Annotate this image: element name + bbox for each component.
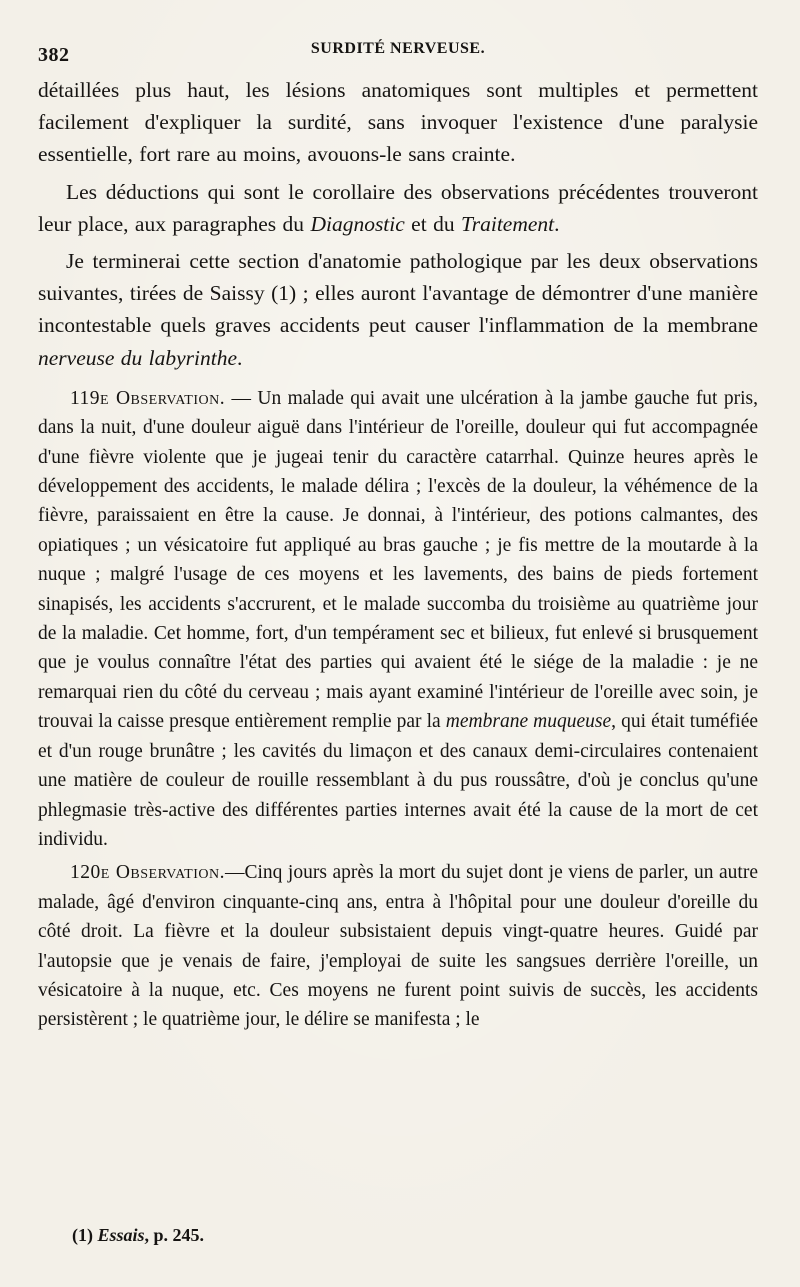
observation-119-label: 119e Observation. <box>70 387 226 409</box>
paragraph-2-italic-traitement: Traitement <box>460 211 555 236</box>
observations <box>38 384 758 1035</box>
page-number: 382 <box>38 44 70 66</box>
main-text <box>38 74 758 374</box>
paragraph-2-text-a: Les déductions qui sont le corollaire des observations précédentes trouveront leur place, aux paragraphes du <box>38 179 758 236</box>
observation-119-text-a: — Un malade qui avait une ulcération à la jambe gauche fut pris, dans la nuit, d'une douleur aiguë dans l'intérieur de l'oreille, douleur qui fut accompagnée d'une fièvre violente que je jugeai tenir du caractère catarrhal. Quinze heures après le développement des accidents, le malade délira ; l'excès de la douleur, la véhémence de la fièvre, paraissaient en être la cause. Je donnai, à l'intérieur, des potions calmantes, des opiatiques ; un vésicatoire fut appliqué au bras gauche ; je fis mettre de la moutarde à la nuque ; malgré l'usage de ces moyens et les lavements, des bains de pieds fortement sinapisés, les accidents s'accrurent, et le malade succomba du troisième au quatrième jour de la maladie. Cet homme, fort, d'un tempérament sec et bilieux, fut enlevé si brusquement que je voulus connaître l'état des parties qui avaient été le siége de la maladie : je ne remarquai rien du côté du cerveau ; mais ayant examiné l'intérieur de l'oreille avec soin, je trouvai la caisse presque entièrement remplie par la <box>38 387 758 733</box>
paragraph-2 <box>38 176 758 240</box>
observation-120-label: 120e Observation. <box>70 862 225 884</box>
footnote <box>72 1225 204 1246</box>
observation-119-italic: membrane muqueuse <box>445 711 612 733</box>
paragraph-2-italic-diagnostic: Diagnostic <box>310 211 405 236</box>
paragraph-2-text-b: et du <box>404 211 461 236</box>
paragraph-1-text: détaillées plus haut, les lésions anatomiques sont multiples et permettent facilement d'expliquer la surdité, sans invoquer l'existence d'une paralysie essentielle, fort rare au moins, avouons-le sans crainte. <box>38 78 758 167</box>
footnote-source: Essais <box>97 1225 145 1245</box>
footnote-page: , p. 245. <box>144 1225 205 1245</box>
observation-119-text-b: , qui était tuméfiée et d'un rouge brunâtre ; les cavités du limaçon et des canaux demi-circulaires contenaient une matière de couleur de rouille ressemblant à du pus roussâtre, d'où je conclus qu'une phlegmasie très-active des différentes parties internes avait été la cause de la mort de cet individu. <box>38 711 759 850</box>
running-head <box>38 34 758 70</box>
footnote-marker: (1) <box>72 1225 93 1245</box>
running-title: SURDITÉ NERVEUSE. <box>310 40 486 57</box>
paragraph-3 <box>38 245 758 374</box>
observation-119 <box>38 384 758 855</box>
observation-120-text: —Cinq jours après la mort du sujet dont je viens de parler, un autre malade, âgé d'environ cinquante-cinq ans, entra à l'hôpital pour une douleur d'oreille du côté droit. La fièvre et la douleur subsistaient depuis vingt-quatre heures. Guidé par l'autopsie que je venais de faire, j'employai de suite les sangsues derrière l'oreille, un vésicatoire à la nuque, etc. Ces moyens ne furent point suivis de succès, les accidents persistèrent ; le quatrième jour, le délire se manifesta ; le <box>38 862 758 1031</box>
paragraph-2-text-c: . <box>554 211 560 236</box>
observation-120 <box>38 858 758 1034</box>
paragraph-1 <box>38 74 758 171</box>
paragraph-3-text-b: . <box>237 345 243 370</box>
paragraph-3-italic: nerveuse du labyrinthe <box>38 345 238 370</box>
paragraph-3-text-a: Je terminerai cette section d'anatomie pathologique par les deux observations suivantes, tirées de Saissy (1) ; elles auront l'avantage de démontrer d'une manière incontestable quels graves accidents peut causer l'inflammation de la membrane <box>38 249 758 338</box>
